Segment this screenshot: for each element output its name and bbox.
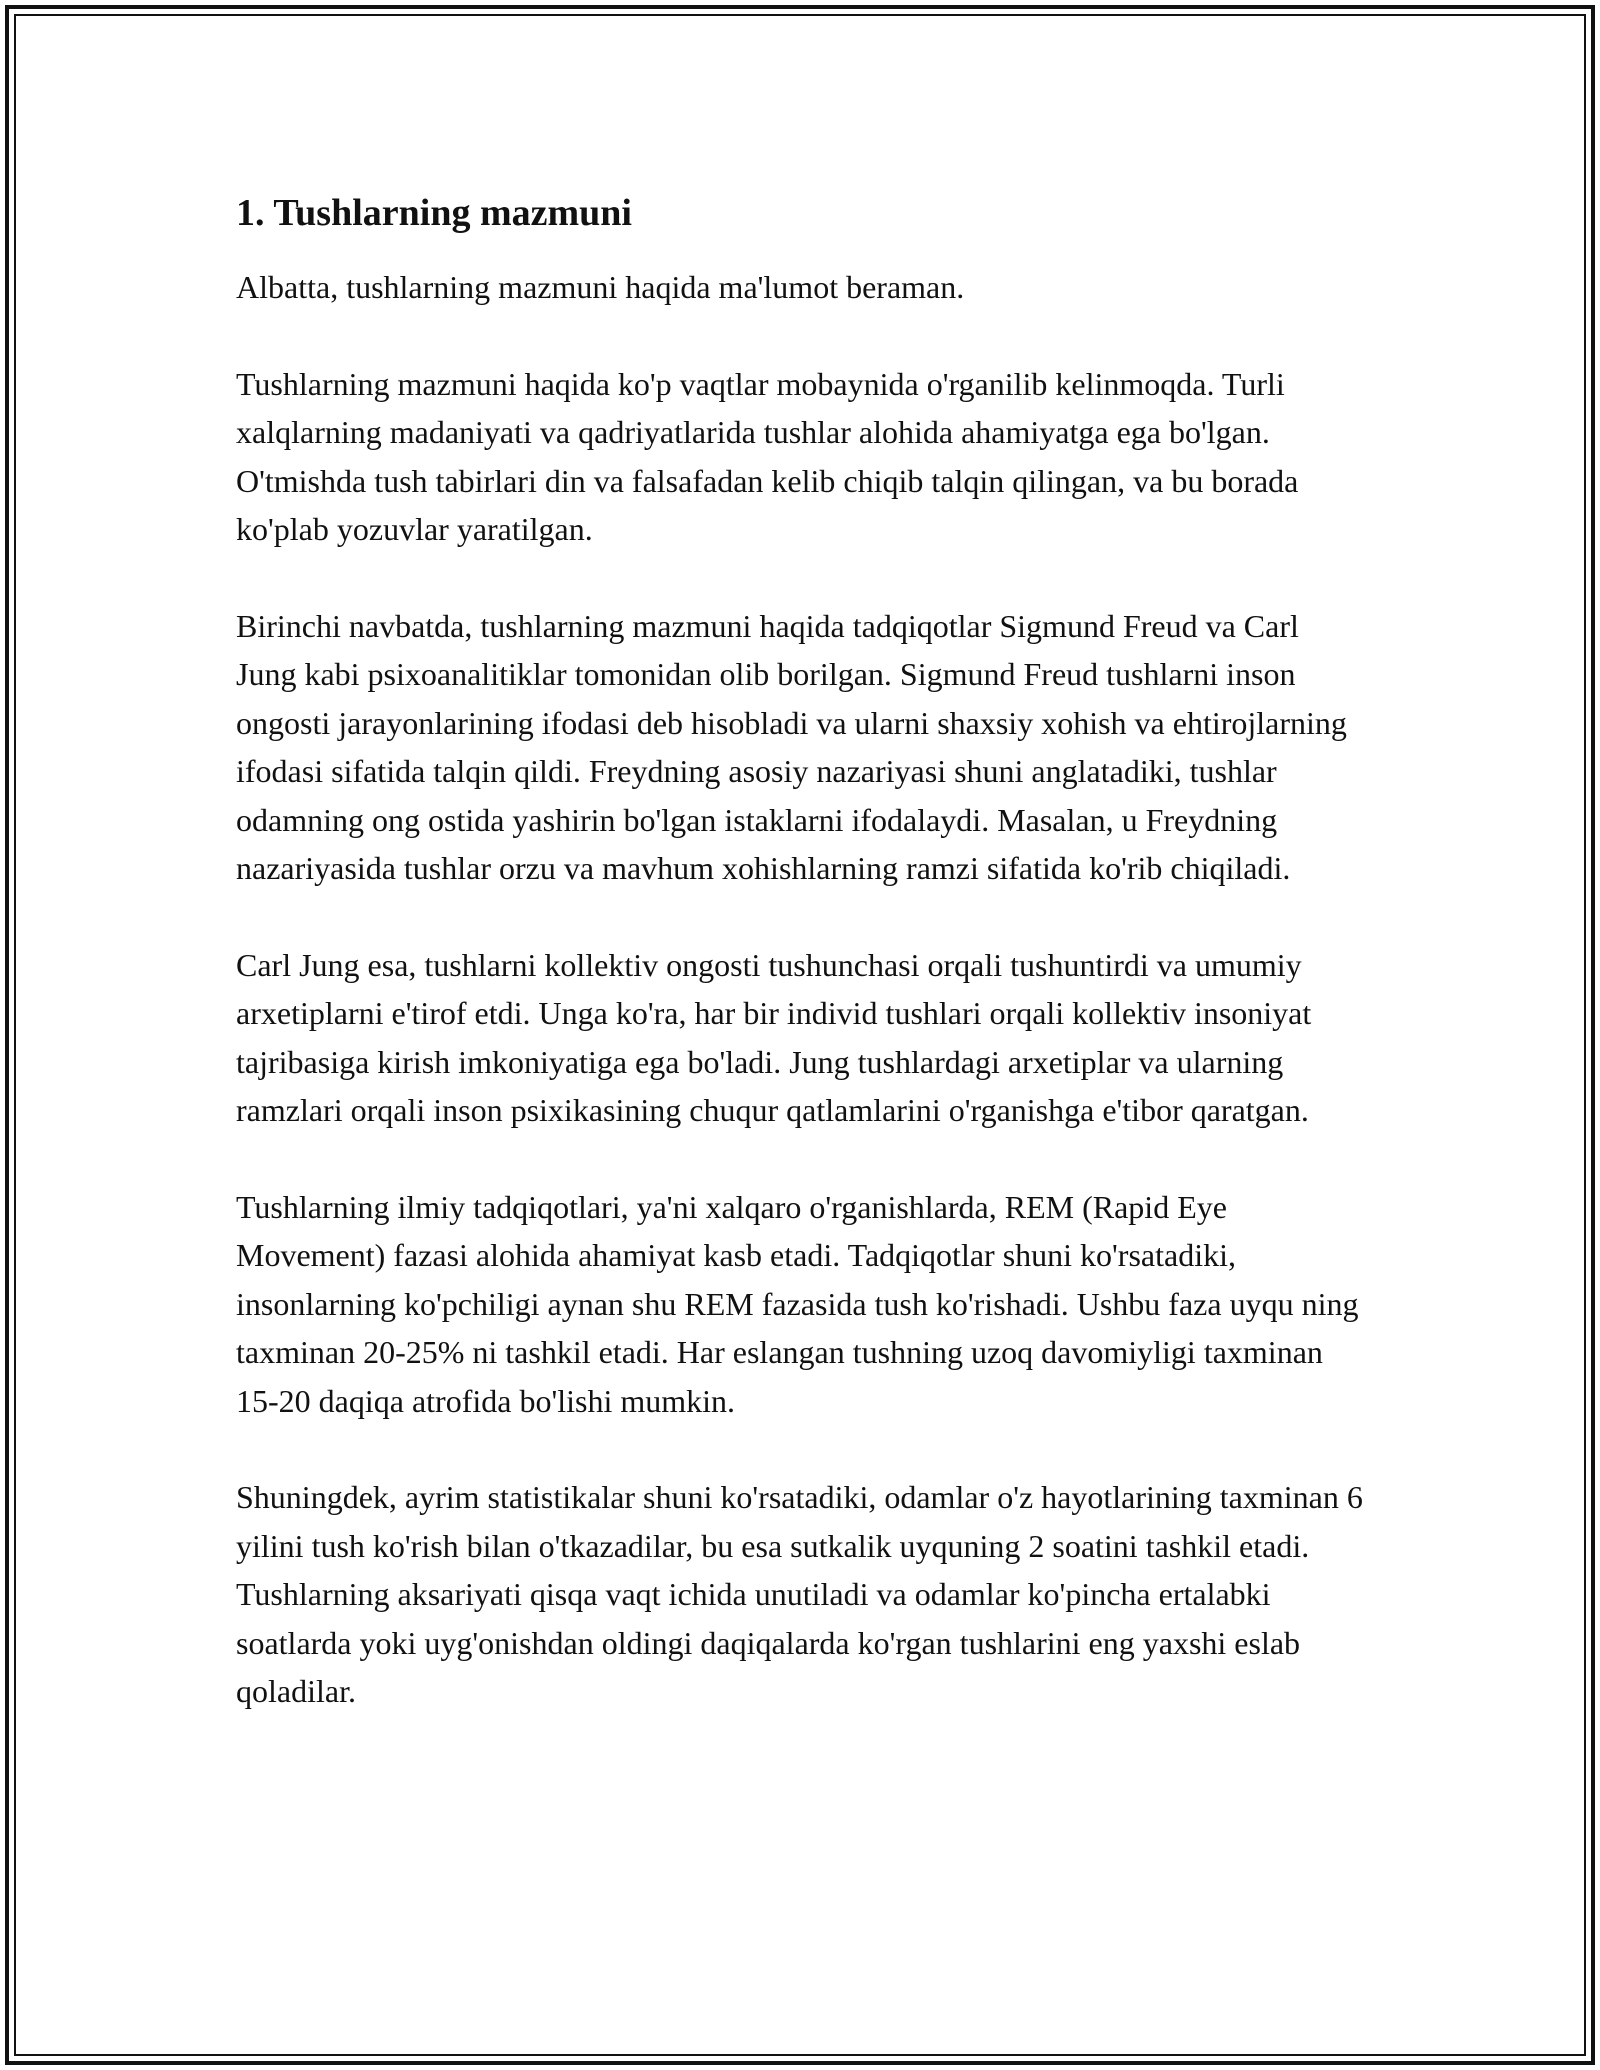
- section-heading: 1. Tushlarning mazmuni: [236, 192, 632, 234]
- paragraph-rem: Tushlarning ilmiy tadqiqotlari, ya'ni xalqaro o'rganishlarda, REM (Rapid Eye Movement) fazasi alohida ahamiyat kasb etadi. Tadqiqotlar shuni ko'rsatadiki, insonlarning ko'pchiligi aynan shu REM fazasida tush ko'rishadi. Ushbu faza uyqu ning taxminan 20-25% ni tashkil etadi. Har eslangan tushning uzoq davomiyligi taxminan 15-20 daqiqa atrofida bo'lishi mumkin.: [236, 1188, 1359, 1419]
- paragraph-history: Tushlarning mazmuni haqida ko'p vaqtlar mobaynida o'rganilib kelinmoqda. Turli xalqlarning madaniyati va qadriyatlarida tushlar alohida ahamiyatga ega bo'lgan. O'tmishda tush tabirlari din va falsafadan kelib chiqib talqin qilingan, va bu borada ko'plab yozuvlar yaratilgan.: [236, 365, 1299, 547]
- document-body: [236, 185, 1366, 1764]
- paragraph-freud: Birinchi navbatda, tushlarning mazmuni haqida tadqiqotlar Sigmund Freud va Carl Jung kabi psixoanalitiklar tomonidan olib borilgan. Sigmund Freud tushlarni inson ongosti jarayonlarining ifodasi deb hisobladi va ularni shaxsiy xohish va ehtirojlarning ifodasi sifatida talqin qildi. Freydning asosiy nazariyasi shuni anglatadiki, tushlar odamning ong ostida yashirin bo'lgan istaklarni ifodalaydi. Masalan, u Freydning nazariyasida tushlar orzu va mavhum xohishlarning ramzi sifatida ko'rib chiqiladi.: [236, 607, 1347, 886]
- paragraph-statistics: Shuningdek, ayrim statistikalar shuni ko'rsatadiki, odamlar o'z hayotlarining taxminan 6 yilini tush ko'rish bilan o'tkazadilar, bu esa sutkalik uyquning 2 soatini tashkil etadi. Tushlarning aksariyati qisqa vaqt ichida unutiladi va odamlar ko'pincha ertalabki soatlarda yoki uyg'onishdan oldingi daqiqalarda ko'rgan tushlarini eng yaxshi eslab qoladilar.: [236, 1479, 1363, 1709]
- paragraph-intro: Albatta, tushlarning mazmuni haqida ma'lumot beraman.: [236, 269, 965, 305]
- paragraph-jung: Carl Jung esa, tushlarni kollektiv ongosti tushunchasi orqali tushuntirdi va umumiy arxetiplarni e'tirof etdi. Unga ko'ra, har bir individ tushlari orqali kollektiv insoniyat tajribasiga kirish imkoniyatiga ega bo'ladi. Jung tushlardagi arxetiplar va ularning ramzlari orqali inson psixikasining chuqur qatlamlarini o'rganishga e'tibor qaratgan.: [236, 946, 1312, 1128]
